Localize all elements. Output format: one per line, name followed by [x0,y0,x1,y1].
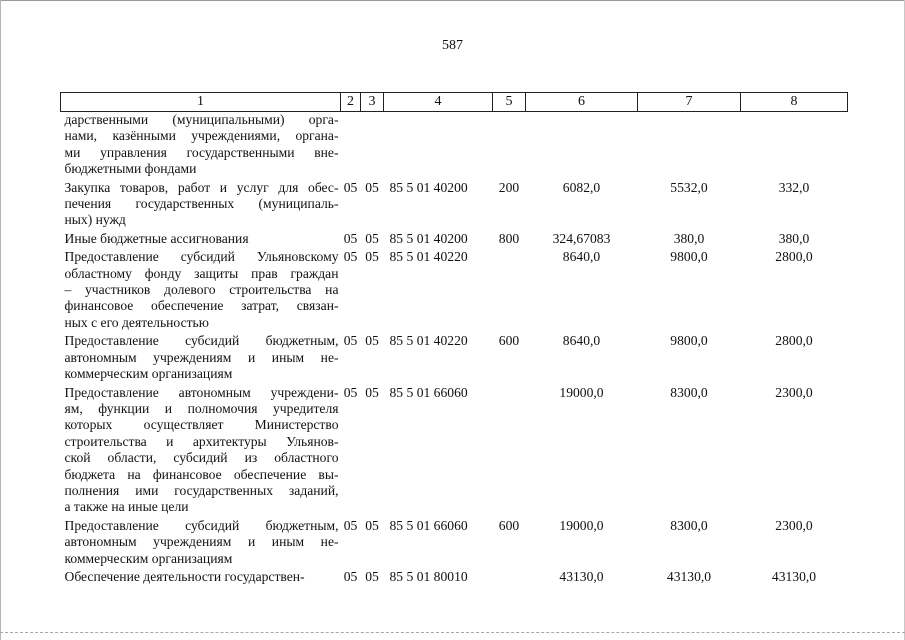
table-row [61,112,848,178]
row-name-line: Предоставление автономным учреждени- [64,384,339,400]
row-pr: 05 [365,517,379,533]
row-name-line: Закупка товаров, работ и услуг для обес- [64,179,339,195]
row-name [61,112,341,178]
row-pr: 05 [365,249,379,265]
table-row [61,567,848,585]
row-value-2019: 19000,0 [559,517,604,533]
row-name-line: ской области, субсидий из областного [64,450,339,466]
row-name-line: – участников долевого строительства на [64,282,339,298]
row-rz: 05 [343,384,358,400]
row-value-2019: 8640,0 [562,249,601,265]
row-name-line: областному фонду защиты прав граждан [64,265,339,281]
row-name-line: Обеспечение деятельности государствен- [64,568,305,584]
row-vr: 600 [498,517,520,533]
row-name-line: нами, казёнными учреждениями, органа- [64,128,339,144]
row-value-2020 [638,112,741,178]
row-csr: 85 5 01 66060 [389,384,468,400]
row-csr: 85 5 01 40200 [389,179,468,195]
header-col-3: 3 [361,93,384,112]
row-value-2020: 43130,0 [666,568,712,584]
row-vr: 600 [498,333,520,349]
row-csr: 85 5 01 40220 [389,333,468,349]
row-vr [493,247,526,331]
row-vr [493,112,526,178]
header-col-2: 2 [341,93,361,112]
row-value-2020: 5532,0 [670,179,708,195]
header-col-7: 7 [638,93,741,112]
table-row [61,229,848,247]
row-csr: 85 5 01 80010 [389,568,468,584]
page-frame-left [0,0,1,640]
row-csr: 85 5 01 40200 [389,230,468,246]
row-name-line: которых осуществляет Министерство [64,417,339,433]
row-value-2021: 43130,0 [771,568,817,584]
row-value-2021: 380,0 [778,230,810,246]
row-name-line: автономным учреждениям и иным не- [64,349,339,365]
row-name-line: автономным учреждениям и иным не- [64,534,339,550]
row-value-2019 [526,112,638,178]
table-row [61,247,848,331]
row-name [61,178,341,229]
row-rz: 05 [343,517,358,533]
row-pr [361,112,384,178]
row-name-line: дарственными (муниципальными) орга- [64,112,339,127]
row-value-2021 [741,112,848,178]
row-value-2019: 6082,0 [562,179,601,195]
row-value-2020: 380,0 [673,230,705,246]
row-vr: 800 [498,230,520,246]
row-rz: 05 [343,230,358,246]
row-name-line: Предоставление субсидий бюджетным, [64,517,339,533]
row-name [61,331,341,382]
row-name-line: ных) нужд [64,212,126,228]
row-value-2020: 9800,0 [670,333,708,349]
row-name-line: Предоставление субсидий Ульяновскому [64,249,339,265]
row-pr: 05 [365,333,379,349]
row-rz: 05 [343,333,358,349]
header-col-4: 4 [384,93,493,112]
row-pr: 05 [365,568,379,584]
row-pr: 05 [365,384,379,400]
row-rz: 05 [343,249,358,265]
row-name-line: финансовое обеспечение затрат, связан- [64,298,339,314]
header-col-6: 6 [526,93,638,112]
row-name-line: полнения ими государственных заданий, [64,482,339,498]
row-csr: 85 5 01 66060 [389,517,468,533]
row-value-2020: 8300,0 [670,517,708,533]
row-value-2019: 8640,0 [562,333,601,349]
table-body [61,112,848,586]
row-name-line: Иные бюджетные ассигнования [64,230,249,246]
table-row [61,331,848,382]
row-value-2021: 2800,0 [775,333,813,349]
row-vr: 200 [498,179,520,195]
table-row [61,178,848,229]
row-name-line: бюджета на финансовое обеспечение вы- [64,466,339,482]
row-vr [493,383,526,516]
row-name-line: а также на иные цели [64,499,189,515]
table-row [61,516,848,567]
row-value-2021: 2300,0 [775,384,813,400]
row-name [61,247,341,331]
row-name-line: ям, функции и полномочия учредителя [64,400,339,416]
row-value-2020: 8300,0 [670,384,708,400]
row-name-line: печения государственных (муниципаль- [64,196,339,212]
row-value-2019: 324,67083 [552,230,611,246]
row-value-2021: 332,0 [778,179,810,195]
row-name [61,229,341,247]
row-name-line: ми управления государственными вне- [64,144,339,160]
header-col-5: 5 [493,93,526,112]
row-pr: 05 [365,230,379,246]
row-csr: 85 5 01 40220 [389,249,468,265]
row-rz: 05 [343,568,358,584]
row-name-line: коммерческим организациям [64,550,233,566]
row-value-2019: 43130,0 [559,568,604,584]
page-number: 587 [442,38,463,53]
row-value-2019: 19000,0 [559,384,604,400]
row-name [61,516,341,567]
row-csr [384,112,493,178]
row-value-2021: 2800,0 [775,249,813,265]
row-name-line: ных с его деятельностью [64,314,209,330]
row-name [61,567,341,585]
row-rz [341,112,361,178]
page-frame-top [0,0,905,1]
row-pr: 05 [365,179,379,195]
row-value-2021: 2300,0 [775,517,813,533]
row-value-2020: 9800,0 [670,249,708,265]
row-vr [493,567,526,585]
header-col-1: 1 [61,93,341,112]
row-rz: 05 [343,179,358,195]
row-name-line: Предоставление субсидий бюджетным, [64,333,339,349]
row-name-line: строительства и архитектуры Ульянов- [64,433,339,449]
table-header-row [61,93,848,112]
header-col-8: 8 [741,93,848,112]
page-frame-bottom [0,632,905,634]
budget-table [60,92,848,585]
row-name-line: бюджетными фондами [64,161,197,177]
table-row [61,383,848,516]
row-name-line: коммерческим организациям [64,366,233,382]
row-name [61,383,341,516]
